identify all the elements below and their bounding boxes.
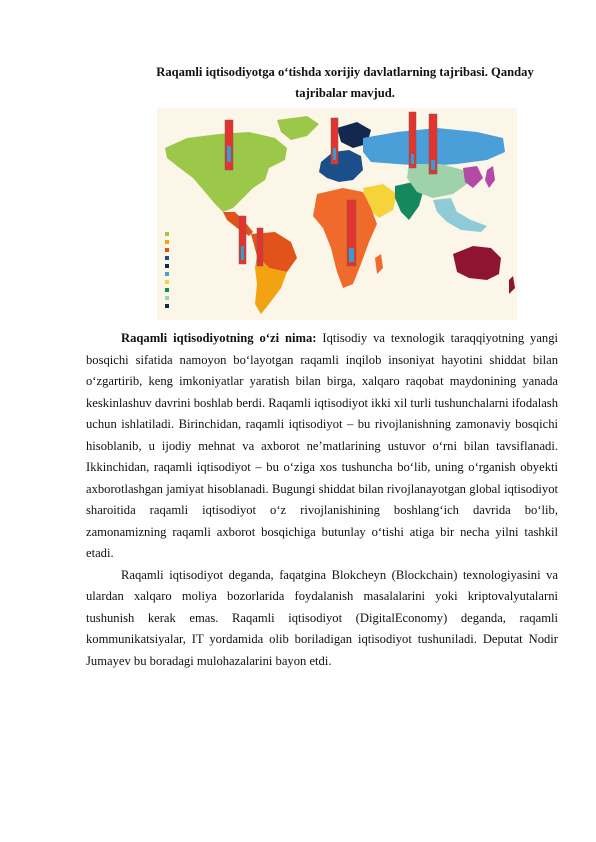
legend-swatch-8 [165,288,169,292]
paragraph-1 [86,328,558,565]
legend-swatch-4 [165,256,169,260]
title-line-2: tajribalar mavjud. [295,86,395,100]
document-body [86,328,558,672]
legend-swatch-2 [165,240,169,244]
legend-swatch-10 [165,304,169,308]
legend-swatch-9 [165,296,169,300]
world-map-figure [157,108,517,320]
bar-south-america-blue [241,246,244,260]
bar-africa-blue [349,248,354,262]
paragraph-1-lead: Raqamli iqtisodiyotning o‘zi nima: [121,331,317,345]
bar-asia-blue [431,160,435,170]
bar-russia-blue [411,154,414,164]
title-line-1: Raqamli iqtisodiyotga o‘tishda xorijiy davlatlarning tajribasi. Qanday [156,65,534,79]
bar-europe-blue [333,148,336,160]
paragraph-1-text: Iqtisodiy va texnologik taraqqiyotning yangi bosqichi sifatida namoyon bo‘layotgan raqamli inqilob insoniyat hayotini shiddat bilan o‘zgartirib, keng imkoniyatlar yaratish bilan birga, xalqaro raqobat maydonining yanada keskinlashuv davrini boshlab berdi. Raqamli iqtisodiyot ikki xil turli tushunchalarni ifodalash uchun ishlatiladi. Birinchidan, raqamli iqtisodiyot – bu rivojlanishning zamonaviy bosqichi hisoblanib, u ijodiy mehnat va axborot ne’matlarining ustuvor o‘rni bilan tavsiflanadi. Ikkinchidan, raqamli iqtisodiyot – bu o‘ziga xos tushuncha bo‘lib, uning o‘rganish obyekti axborotlashgan jamiyat hisoblanadi. Bugungi shiddat bilan rivojlanayotgan global iqtisodiyot sharoitida raqamli iqtisodiyot o‘z rivojlanishining boshlang‘ich davrida bo‘lib, zamonamizning raqamli axborot bosqichiga butunlay o‘tishi atiga bir necha yilni tashkil etadi. [86,331,559,560]
bar-north-america-blue [227,146,231,162]
bar-north-america-red [225,120,233,170]
legend-swatch-3 [165,248,169,252]
legend-swatch-1 [165,232,169,236]
legend-swatch-6 [165,272,169,276]
page-title [86,62,556,104]
legend-swatch-7 [165,280,169,284]
bar-argentina-red [257,228,263,266]
legend-swatch-5 [165,264,169,268]
paragraph-2: Raqamli iqtisodiyot deganda, faqatgina Blokcheyn (Blockchain) texnologiyasini va ulardan xalqaro moliya bozorlarida foydalanish masalalarini yoki kriptovalyutalarni tushunish kerak emas. Raqamli iqtisodiyot (DigitalEconomy) deganda, raqamli kommunikatsiyalar, IT yordamida olib boriladigan iqtisodiyot tushuniladi. Deputat Nodir Jumayev bu boradagi mulohazalarini bayon etdi. [86,567,558,668]
